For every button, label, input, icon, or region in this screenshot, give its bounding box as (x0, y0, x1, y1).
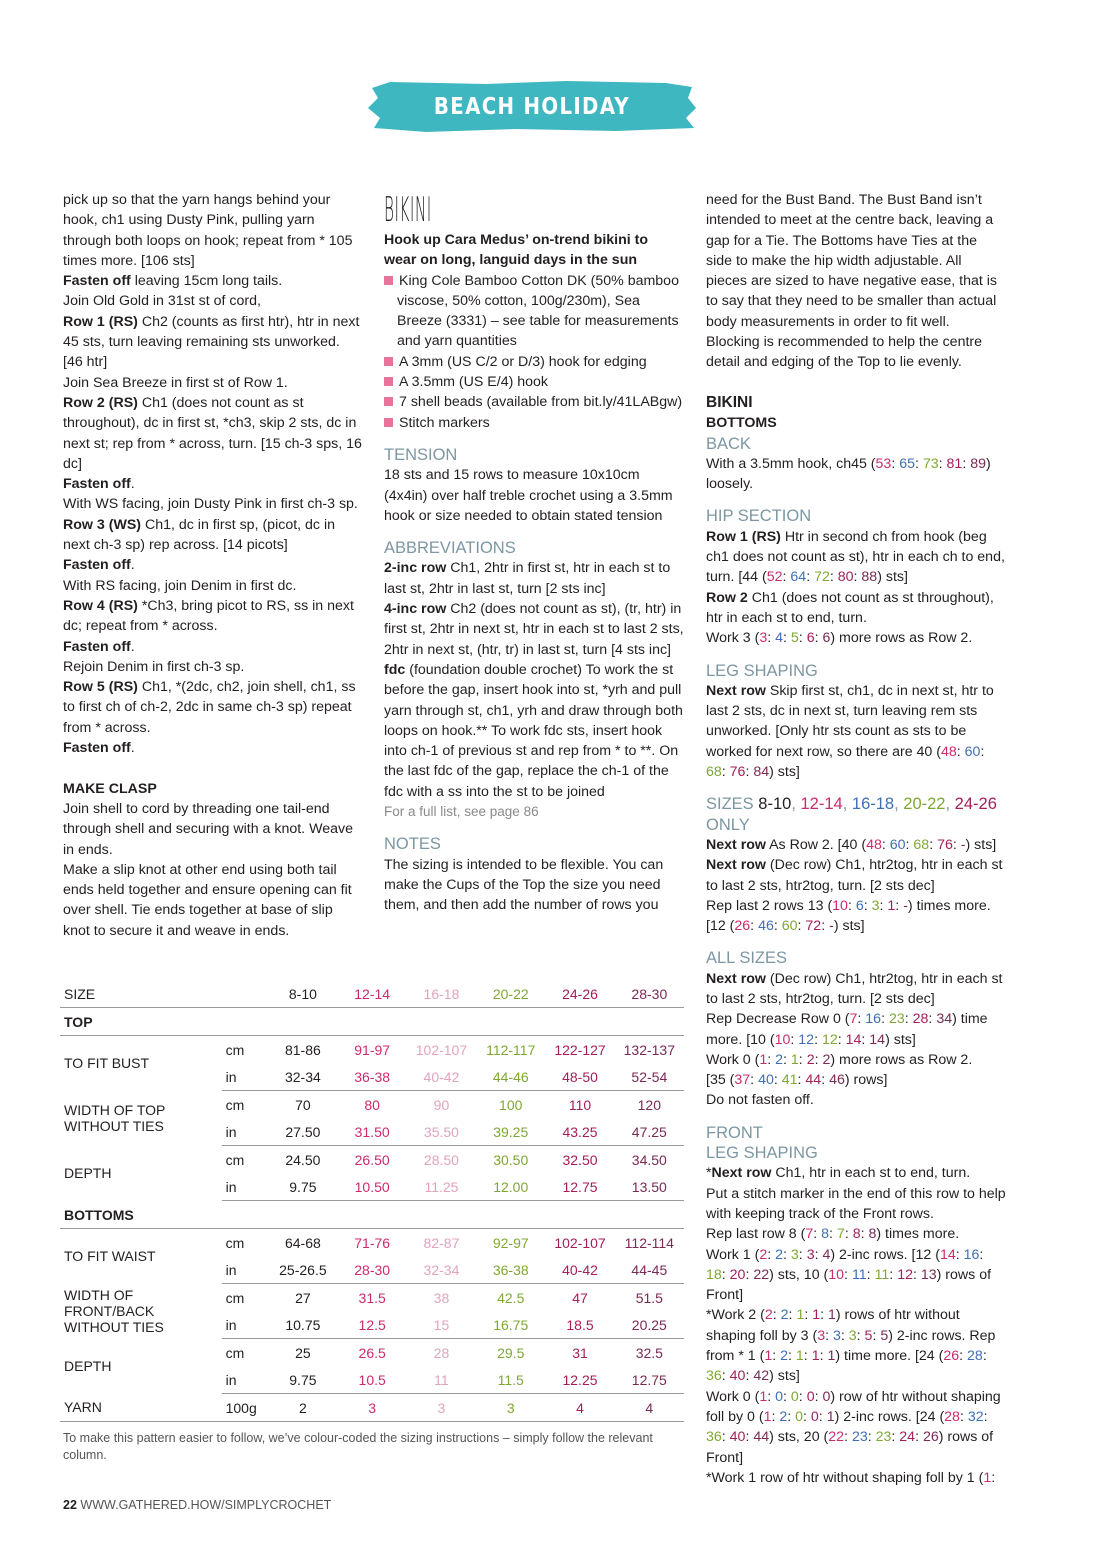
table-row: in 9.75 10.5 11 11.5 12.25 12.75 (60, 1366, 684, 1394)
table-row: WIDTH OF FRONT/BACK WITHOUT TIES cm 27 31.5 38 42.5 47 51.5 (60, 1284, 684, 1312)
paragraph: need for the Bust Band. The Bust Band isn’t intended to meet at the centre back, leaving a gap for a Tie. The Bottoms have Ties at the side to make the hip width adjustable. All pieces are sized to have negative ease, that is to say that they need to be smaller than actual body measurements in order to fit well. Blocking is recommended to help the centre detail and edging of the Top to lie evenly. (706, 192, 998, 371)
column-right (706, 190, 1006, 1488)
leg-shaping-heading: LEG SHAPING (706, 661, 818, 680)
table-row: DEPTH cm 25 26.5 28 29.5 31 32.5 (60, 1339, 684, 1367)
instruction-line: Row 2 (RS) Ch1 (does not count as st throughout), dc in first st, *ch3, skip 2 sts, dc in next st; rep from * across, turn. [15 ch-3 sps, 16 dc] (63, 394, 362, 472)
back-heading: BACK (706, 434, 751, 453)
table-row: in 10.75 12.5 15 16.75 18.5 20.25 (60, 1311, 684, 1339)
instruction-line: Row 1 (RS) Htr in second ch from hook (beg ch1 does not count as st), htr in each ch to end, turn. [44 (52: 64: 72: 80: 88) sts] (706, 528, 1005, 586)
pattern-intro: Hook up Cara Medus’ on-trend bikini to wear on long, languid days in the sun (384, 232, 649, 269)
bullet-square-icon (384, 377, 393, 386)
row-label: TO FIT BUST (64, 1055, 150, 1072)
page-number: 22 (63, 1498, 77, 1512)
table-header-cell: 24-26 (545, 980, 614, 1008)
instruction-line: Join Old Gold in 31st st of cord, (63, 293, 261, 310)
bottoms-heading: BOTTOMS (706, 415, 777, 432)
row-label: DEPTH (64, 1165, 112, 1181)
instruction-line: Work 0 (1: 2: 1: 2: 2) more rows as Row 2. (706, 1051, 973, 1068)
table-header-row (60, 980, 684, 1008)
paragraph: pick up so that the yarn hangs behind your hook, ch1 using Dusty Pink, pulling yarn through both loops on hook; repeat from * 105 times more. [106 sts] (63, 192, 353, 269)
instruction-line: *Work 2 (2: 2: 1: 1: 1) rows of htr without shaping foll by 3 (3: 3: 3: 5: 5) 2-inc rows. Rep from * 1 (1: 2: 1: 1: 1) time more. [24 (26: 28: 36: 40: 42) sts] (706, 1307, 996, 1385)
section-top: TOP (60, 1008, 684, 1036)
instruction-line: Rep last 2 rows 13 (10: 6: 3: 1: -) times more. (706, 897, 991, 914)
abbreviation: 2-inc row Ch1, 2htr in first st, htr in each st to last st, 2htr in last st, turn [2 sts inc] (384, 560, 671, 597)
table-row: in 25-26.5 28-30 32-34 36-38 40-42 44-45 (60, 1256, 684, 1284)
table-header-cell: 20-22 (476, 980, 545, 1008)
instruction-line: Fasten off leaving 15cm long tails. (63, 273, 283, 290)
instruction-line: Work 3 (3: 4: 5: 6: 6) more rows as Row 2. (706, 630, 973, 647)
full-list-reference: For a full list, see page 86 (384, 804, 539, 820)
materials-item: Stitch markers (384, 413, 684, 433)
instruction-line: Next row (Dec row) Ch1, htr2tog, htr in each st to last 2 sts, htr2tog, turn. [2 sts dec] (706, 970, 1003, 1007)
materials-item: King Cole Bamboo Cotton DK (50% bamboo viscose, 50% cotton, 100g/230m), Sea Breeze (3331) – see table for measurements and yarn quantities (384, 271, 684, 352)
table-section-row (60, 1201, 684, 1229)
all-sizes-heading: ALL SIZES (706, 949, 788, 968)
row-label: WIDTH OF FRONT/BACK WITHOUT TIES (64, 1287, 164, 1335)
section-banner (366, 78, 698, 178)
instruction-line: Fasten off. (63, 740, 135, 757)
bikini-heading: BIKINI (706, 393, 753, 411)
table-header-cell: 28-30 (615, 980, 684, 1008)
materials-item: A 3mm (US C/2 or D/3) hook for edging (384, 352, 684, 372)
instruction-line: *Next row Ch1, htr in each st to end, turn. (706, 1165, 971, 1182)
bullet-square-icon (384, 276, 393, 285)
table-row: TO FIT BUST cm 81-86 91-97 102-107 112-117 122-127 132-137 (60, 1036, 684, 1064)
column-middle (384, 190, 684, 916)
row-label: WIDTH OF TOP WITHOUT TIES (64, 1102, 166, 1134)
instruction-line: Row 1 (RS) Ch2 (counts as first htr), htr in next 45 sts, turn leaving remaining sts unworked. [46 htr] (63, 313, 360, 371)
table-row: in 9.75 10.50 11.25 12.00 12.75 13.50 (60, 1173, 684, 1201)
abbreviation: fdc (foundation double crochet) To work the st before the gap, insert hook into st, *yrh and pull yarn through st, ch1, yrh and draw through both loops on hook.** To work fdc sts, insert hook into ch-1 of previous st and rep from * to **. On the last fdc of the gap, replace the ch-1 of the fdc with a ss into the st to be joined (384, 661, 683, 800)
website-url: WWW.GATHERED.HOW/SIMPLYCROCHET (80, 1498, 332, 1512)
pattern-title: BIKINI (384, 190, 432, 230)
table-row: in 32-34 36-38 40-42 44-46 48-50 52-54 (60, 1063, 684, 1091)
materials-item: 7 shell beads (available from bit.ly/41LABgw) (384, 392, 684, 412)
section-bottoms: BOTTOMS (60, 1201, 684, 1229)
bullet-square-icon (384, 397, 393, 406)
instruction-line: With WS facing, join Dusty Pink in first ch-3 sp. (63, 496, 358, 513)
table-row: in 27.50 31.50 35.50 39.25 43.25 47.25 (60, 1118, 684, 1146)
instruction-line: Put a stitch marker in the end of this row to help with keeping track of the Front rows. (706, 1185, 1006, 1222)
table-section-row (60, 1008, 684, 1036)
instruction-line: Work 0 (1: 0: 0: 0: 0) row of htr without shaping foll by 0 (1: 2: 0: 0: 1) 2-inc rows. [24 (28: 32: 36: 40: 44) sts, 20 (22: 23: 23: 24: 26) rows of Front] (706, 1388, 1001, 1466)
front-heading: FRONT LEG SHAPING (706, 1123, 818, 1163)
instruction-line: With RS facing, join Denim in first dc. (63, 577, 297, 594)
instruction-line: Row 5 (RS) Ch1, *(2dc, ch2, join shell, ch1, ss to first ch of ch-2, 2dc in same ch-3 sp) repeat from * across. (63, 679, 356, 736)
page-folio (63, 1498, 331, 1512)
table-header-cell: 8-10 (268, 980, 337, 1008)
table-header-cell: 12-14 (338, 980, 407, 1008)
instruction-line: Rejoin Denim in first ch-3 sp. (63, 658, 245, 675)
table-header-cell: 16-18 (407, 980, 476, 1008)
collection-title: BEACH HOLIDAY COLLECTION (433, 94, 631, 178)
instruction-line: [35 (37: 40: 41: 44: 46) rows] (706, 1072, 888, 1089)
table-header-size: SIZE (60, 980, 222, 1008)
make-clasp-heading: MAKE CLASP (63, 780, 157, 797)
instruction-line: Row 2 Ch1 (does not count as st throughout), htr in each st to end, turn. (706, 589, 994, 626)
instruction-line: Join Sea Breeze in first st of Row 1. (63, 374, 288, 391)
notes-text: The sizing is intended to be flexible. You can make the Cups of the Top the size you need them, and then add the number of rows you (384, 856, 664, 914)
instruction-line: Fasten off. (63, 557, 135, 574)
instruction-line: Rep last row 8 (7: 8: 7: 8: 8) times more. (706, 1226, 960, 1243)
table-row: TO FIT WAIST cm 64-68 71-76 82-87 92-97 102-107 112-114 (60, 1229, 684, 1257)
table-row: DEPTH cm 24.50 26.50 28.50 30.50 32.50 34.50 (60, 1146, 684, 1174)
instruction-line: [12 (26: 46: 60: 72: -) sts] (706, 918, 865, 935)
table-row: YARN 100g 2 3 3 3 4 4 (60, 1394, 684, 1422)
bullet-square-icon (384, 418, 393, 427)
instruction-line: *Work 1 row of htr without shaping foll by 1 (1: (706, 1469, 996, 1486)
paragraph: Join shell to cord by threading one tail-end through shell and securing with a knot. Weave in ends. (63, 800, 353, 858)
sizes-only-heading: SIZES 8-10, 12-14, 16-18, 20-22, 24-26 ONLY (706, 795, 997, 834)
row-label: TO FIT WAIST (64, 1248, 156, 1265)
tension-heading: TENSION (384, 445, 458, 464)
paragraph: Make a slip knot at other end using both tail ends held together and ensure opening can fit over shell. Tie ends together at base of slip knot to secure it and weave in ends. (63, 861, 352, 939)
column-left (63, 190, 363, 941)
instruction-line: Row 3 (WS) Ch1, dc in first sp, (picot, dc in next ch-3 sp) rep across. [14 picots] (63, 516, 336, 554)
row-label: DEPTH (64, 1358, 112, 1374)
notes-heading: NOTES (384, 835, 441, 854)
instruction-line: Next row (Dec row) Ch1, htr2tog, htr in each st to last 2 sts, htr2tog, turn. [2 sts dec] (706, 857, 1003, 894)
instruction-line: Work 1 (2: 2: 3: 3: 4) 2-inc rows. [12 (14: 16: 18: 20: 22) sts, 10 (10: 11: 11: 12: 13) rows of Front] (706, 1246, 992, 1304)
table-footnote: To make this pattern easier to follow, we’ve colour-coded the sizing instructions – simply follow the relevant column. (63, 1431, 653, 1462)
abbreviations-heading: ABBREVIATIONS (384, 539, 516, 558)
sizing-table (60, 980, 684, 1422)
tension-text: 18 sts and 15 rows to measure 10x10cm (4x4in) over half treble crochet using a 3.5mm hook or size needed to obtain stated tension (384, 467, 673, 524)
instruction-line: Next row Skip first st, ch1, dc in next st, htr to last 2 sts, dc in next st, turn leaving rem sts unworked. [Only htr sts count as sts to be worked for next row, so there are 40 (48: 60: 68: 76: 84) sts] (706, 682, 994, 781)
row-label: YARN (60, 1394, 222, 1422)
materials-item: A 3.5mm (US E/4) hook (384, 372, 684, 392)
instruction-line: Row 4 (RS) *Ch3, bring picot to RS, ss in next dc; repeat from * across. (63, 597, 354, 635)
instruction-line: Rep Decrease Row 0 (7: 16: 23: 28: 34) time more. [10 (10: 12: 12: 14: 14) sts] (706, 1011, 988, 1048)
instruction-line: Do not fasten off. (706, 1092, 814, 1109)
abbreviation: 4-inc row Ch2 (does not count as st), (tr, htr) in first st, 2htr in next st, htr in each st to last 2 sts, 2htr in next st, (htr, tr) in last st, turn [4 sts inc] (384, 601, 684, 658)
instruction-line: Fasten off. (63, 476, 135, 493)
instruction-line: With a 3.5mm hook, ch45 (53: 65: 73: 81: 89) loosely. (706, 455, 991, 493)
table-row: WIDTH OF TOP WITHOUT TIES cm 70 80 90 100 110 120 (60, 1091, 684, 1119)
instruction-line: Fasten off. (63, 638, 135, 655)
hip-section-heading: HIP SECTION (706, 507, 812, 526)
bullet-square-icon (384, 357, 393, 366)
instruction-line: Next row As Row 2. [40 (48: 60: 68: 76: -) sts] (706, 836, 997, 853)
